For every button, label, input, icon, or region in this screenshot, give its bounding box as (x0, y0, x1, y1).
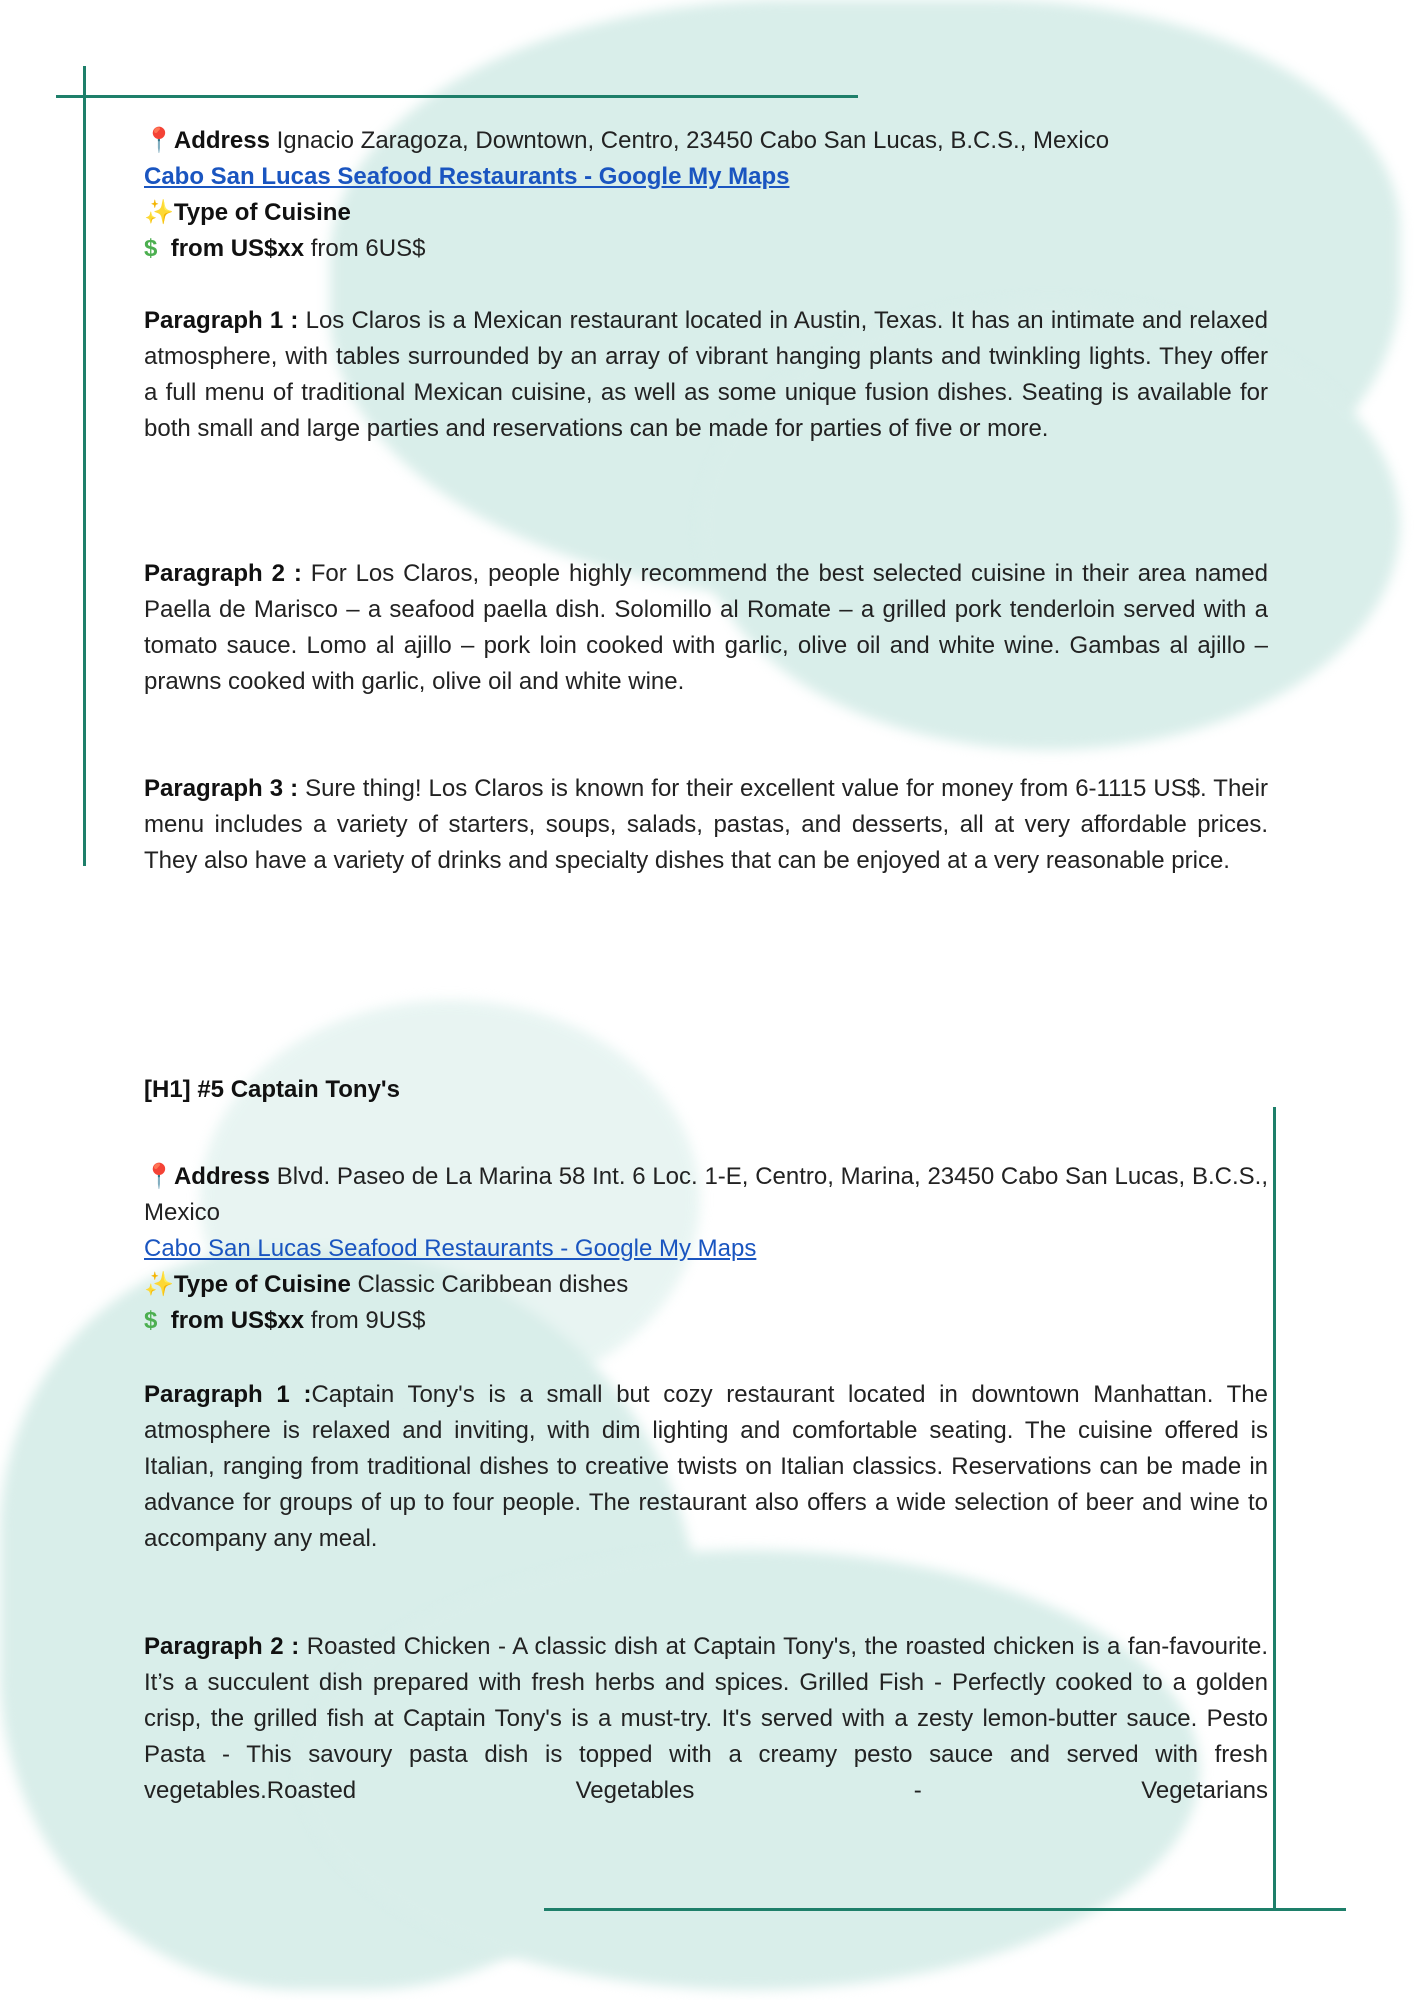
address-line (144, 123, 1268, 159)
price-value: from 9US$ (310, 1307, 426, 1334)
top-horizontal-rule (56, 95, 858, 98)
paragraph-1 (144, 1377, 1268, 1557)
cuisine-label: Type of Cuisine (173, 1271, 351, 1298)
paragraph-label: Paragraph 2 : (144, 1633, 307, 1660)
cuisine-label: Type of Cuisine (173, 199, 351, 226)
restaurant-info-2 (144, 1159, 1268, 1339)
top-vertical-rule (83, 66, 86, 866)
sparkles-icon: ✨ (144, 199, 174, 226)
dollar-icon: $ (144, 235, 158, 262)
restaurant-info-1 (144, 123, 1268, 267)
paragraph-label: Paragraph 3 : (144, 775, 306, 802)
address-line (144, 1159, 1268, 1231)
cuisine-line (144, 195, 1268, 231)
address-label: Address (173, 1163, 271, 1190)
google-maps-link[interactable]: Cabo San Lucas Seafood Restaurants - Google My Maps (144, 163, 790, 190)
pin-icon: 📍 (144, 127, 174, 154)
sparkles-icon: ✨ (144, 1271, 174, 1298)
cuisine-line (144, 1267, 1268, 1303)
paragraph-label: Paragraph 2 : (144, 560, 311, 587)
paragraph-label: Paragraph 1 : (144, 307, 306, 334)
price-line (144, 1303, 1268, 1339)
dollar-icon: $ (144, 1307, 158, 1334)
address-value: Ignacio Zaragoza, Downtown, Centro, 23450 Cabo San Lucas, B.C.S., Mexico (276, 127, 1110, 154)
right-vertical-rule (1273, 1107, 1276, 1909)
price-label: from US$xx (170, 235, 305, 262)
pin-icon: 📍 (144, 1163, 174, 1190)
price-value: from 6US$ (310, 235, 426, 262)
paragraph-label: Paragraph 1 : (144, 1381, 312, 1408)
paragraph-1 (144, 303, 1268, 447)
google-maps-link[interactable]: Cabo San Lucas Seafood Restaurants - Google My Maps (144, 1235, 757, 1262)
address-label: Address (173, 127, 270, 154)
paragraph-text: For Los Claros, people highly recommend the best selected cuisine in their area named Paella de Marisco – a seafood paella dish. Solomillo al Romate – a grilled pork tenderloin served with a tomato sauce. Lomo al ajillo – pork loin cooked with garlic, olive oil and white wine. Gambas al ajillo – prawns cooked with garlic, olive oil and white wine. (144, 560, 1268, 695)
paragraph-3 (144, 771, 1268, 879)
paragraph-text: Roasted Chicken - A classic dish at Captain Tony's, the roasted chicken is a fan-favourite. It’s a succulent dish prepared with fresh herbs and spices. Grilled Fish - Perfectly cooked to a golden crisp, the grilled fish at Captain Tony's is a must-try. It's served with a zesty lemon-butter sauce. Pesto Pasta - This savoury pasta dish is topped with a creamy pesto sauce and served with fresh vegetables.Roasted Vegetables - Vegetarians (144, 1633, 1268, 1804)
paragraph-text: Sure thing! Los Claros is known for their excellent value for money from 6-1115 US$. Their menu includes a variety of starters, soups, salads, pastas, and desserts, all at very affordable prices. They also have a variety of drinks and specialty dishes that can be enjoyed at a very reasonable price. (144, 775, 1268, 874)
cuisine-value: Classic Caribbean dishes (357, 1271, 629, 1298)
paragraph-2 (144, 556, 1268, 700)
price-label: from US$xx (170, 1307, 305, 1334)
bottom-horizontal-rule (544, 1908, 1346, 1911)
paragraph-text: Captain Tony's is a small but cozy restaurant located in downtown Manhattan. The atmosphere is relaxed and inviting, with dim lighting and comfortable seating. The cuisine offered is Italian, ranging from traditional dishes to creative twists on Italian classics. Reservations can be made in advance for groups of up to four people. The restaurant also offers a wide selection of beer and wine to accompany any meal. (144, 1381, 1268, 1552)
address-value: Blvd. Paseo de La Marina 58 Int. 6 Loc. 1-E, Centro, Marina, 23450 Cabo San Lucas, B.C.S., Mexico (144, 1163, 1268, 1226)
paragraph-2 (144, 1629, 1268, 1809)
price-line (144, 231, 1268, 267)
section-heading: [H1] #5 Captain Tony's (144, 1076, 400, 1103)
paragraph-text: Los Claros is a Mexican restaurant located in Austin, Texas. It has an intimate and relaxed atmosphere, with tables surrounded by an array of vibrant hanging plants and twinkling lights. They offer a full menu of traditional Mexican cuisine, as well as some unique fusion dishes. Seating is available for both small and large parties and reservations can be made for parties of five or more. (144, 307, 1268, 442)
